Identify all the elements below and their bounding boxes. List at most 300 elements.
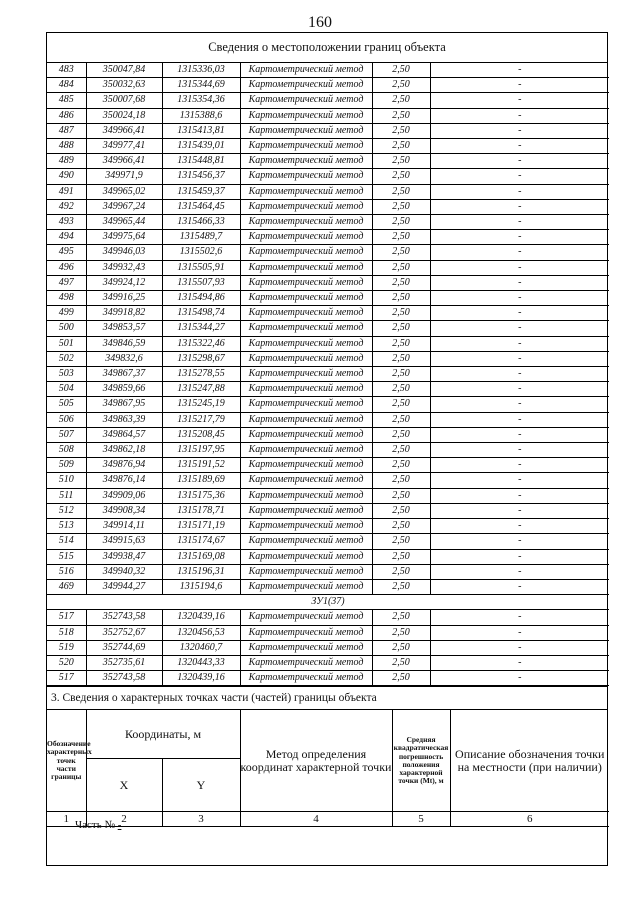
method: Картометрический метод [240, 610, 372, 625]
coord-y: 1315298,67 [162, 351, 240, 366]
description: - [430, 564, 609, 579]
coord-y: 1315278,55 [162, 367, 240, 382]
table-row [47, 503, 609, 518]
description: - [430, 488, 609, 503]
coord-y: 1315322,46 [162, 336, 240, 351]
accuracy: 2,50 [372, 245, 430, 260]
accuracy: 2,50 [372, 154, 430, 169]
table-row [47, 154, 609, 169]
point-id: 489 [47, 154, 86, 169]
coord-y: 1315217,79 [162, 412, 240, 427]
point-id: 511 [47, 488, 86, 503]
description: - [430, 321, 609, 336]
point-id: 488 [47, 139, 86, 154]
table-row [47, 108, 609, 123]
accuracy: 2,50 [372, 579, 430, 594]
table-row [47, 412, 609, 427]
point-id: 504 [47, 382, 86, 397]
accuracy: 2,50 [372, 184, 430, 199]
point-id: 469 [47, 579, 86, 594]
coord-x: 349876,94 [86, 458, 162, 473]
coord-x: 350047,84 [86, 63, 162, 78]
header-accuracy: Средняя квадратическая погрешность положения характерной точки (Mt), м [392, 710, 450, 812]
coord-y: 1315178,71 [162, 503, 240, 518]
table-row [47, 215, 609, 230]
method: Картометрический метод [240, 367, 372, 382]
accuracy: 2,50 [372, 63, 430, 78]
description: - [430, 610, 609, 625]
column-numbers-row [47, 812, 609, 827]
accuracy: 2,50 [372, 427, 430, 442]
table-row [47, 473, 609, 488]
accuracy: 2,50 [372, 640, 430, 655]
description: - [430, 640, 609, 655]
point-id: 520 [47, 655, 86, 670]
method: Картометрический метод [240, 93, 372, 108]
table-row [47, 458, 609, 473]
coord-y: 1315354,36 [162, 93, 240, 108]
coord-y: 1320439,16 [162, 671, 240, 686]
coord-y: 1315507,93 [162, 275, 240, 290]
accuracy: 2,50 [372, 625, 430, 640]
coord-x: 349965,02 [86, 184, 162, 199]
method: Картометрический метод [240, 139, 372, 154]
coord-y: 1315247,88 [162, 382, 240, 397]
header-description: Описание обозначения точки на местности (при наличии) [450, 710, 609, 812]
table-row [47, 291, 609, 306]
table-row [47, 199, 609, 214]
coord-x: 350024,18 [86, 108, 162, 123]
method: Картометрический метод [240, 123, 372, 138]
coord-x: 350007,68 [86, 93, 162, 108]
coord-y: 1315413,81 [162, 123, 240, 138]
accuracy: 2,50 [372, 412, 430, 427]
table-row [47, 519, 609, 534]
method: Картометрический метод [240, 184, 372, 199]
method: Картометрический метод [240, 443, 372, 458]
description: - [430, 443, 609, 458]
accuracy: 2,50 [372, 473, 430, 488]
description: - [430, 215, 609, 230]
coord-x: 349966,41 [86, 123, 162, 138]
accuracy: 2,50 [372, 610, 430, 625]
boundary-sheet [46, 32, 608, 866]
coord-x: 349914,11 [86, 519, 162, 534]
coord-x: 349859,66 [86, 382, 162, 397]
coord-x: 349918,82 [86, 306, 162, 321]
coord-y: 1315245,19 [162, 397, 240, 412]
table-row [47, 534, 609, 549]
coord-y: 1315191,52 [162, 458, 240, 473]
description: - [430, 63, 609, 78]
description: - [430, 230, 609, 245]
accuracy: 2,50 [372, 321, 430, 336]
coord-x: 349971,9 [86, 169, 162, 184]
method: Картометрический метод [240, 488, 372, 503]
description: - [430, 78, 609, 93]
point-id: 483 [47, 63, 86, 78]
coord-y: 1320439,16 [162, 610, 240, 625]
accuracy: 2,50 [372, 534, 430, 549]
coord-y: 1315208,45 [162, 427, 240, 442]
description: - [430, 549, 609, 564]
description: - [430, 275, 609, 290]
coord-x: 349975,64 [86, 230, 162, 245]
table-row [47, 230, 609, 245]
accuracy: 2,50 [372, 291, 430, 306]
coord-x: 352743,58 [86, 671, 162, 686]
coord-x: 349867,37 [86, 367, 162, 382]
description: - [430, 519, 609, 534]
coord-x: 349944,27 [86, 579, 162, 594]
accuracy: 2,50 [372, 78, 430, 93]
method: Картометрический метод [240, 397, 372, 412]
accuracy: 2,50 [372, 367, 430, 382]
coord-x: 349867,95 [86, 397, 162, 412]
page-number: 160 [308, 14, 332, 31]
description: - [430, 260, 609, 275]
coord-x: 349832,6 [86, 351, 162, 366]
point-id: 495 [47, 245, 86, 260]
point-id: 492 [47, 199, 86, 214]
method: Картометрический метод [240, 63, 372, 78]
accuracy: 2,50 [372, 382, 430, 397]
table-row [47, 260, 609, 275]
description: - [430, 184, 609, 199]
coord-x: 349915,63 [86, 534, 162, 549]
point-id: 498 [47, 291, 86, 306]
coord-x: 349966,41 [86, 154, 162, 169]
coord-x: 349916,25 [86, 291, 162, 306]
col-number: 2 [86, 812, 162, 827]
table-row [47, 169, 609, 184]
table-row [47, 93, 609, 108]
points-table [47, 63, 609, 686]
accuracy: 2,50 [372, 139, 430, 154]
point-id: 516 [47, 564, 86, 579]
point-id: 493 [47, 215, 86, 230]
point-id: 507 [47, 427, 86, 442]
coord-x: 349908,34 [86, 503, 162, 518]
description: - [430, 123, 609, 138]
table-row [47, 397, 609, 412]
col-number: 6 [450, 812, 609, 827]
coord-x: 349862,18 [86, 443, 162, 458]
accuracy: 2,50 [372, 458, 430, 473]
table-row [47, 367, 609, 382]
method: Картометрический метод [240, 306, 372, 321]
description: - [430, 503, 609, 518]
accuracy: 2,50 [372, 93, 430, 108]
accuracy: 2,50 [372, 275, 430, 290]
method: Картометрический метод [240, 154, 372, 169]
coord-x: 349940,32 [86, 564, 162, 579]
description: - [430, 108, 609, 123]
coord-y: 1315388,6 [162, 108, 240, 123]
coord-x: 349977,41 [86, 139, 162, 154]
method: Картометрический метод [240, 564, 372, 579]
description: - [430, 351, 609, 366]
method: Картометрический метод [240, 655, 372, 670]
description: - [430, 306, 609, 321]
table-row [47, 625, 609, 640]
method: Картометрический метод [240, 275, 372, 290]
point-id: 508 [47, 443, 86, 458]
point-id: 517 [47, 671, 86, 686]
description: - [430, 655, 609, 670]
point-id: 500 [47, 321, 86, 336]
description: - [430, 625, 609, 640]
description: - [430, 336, 609, 351]
point-id: 497 [47, 275, 86, 290]
description: - [430, 154, 609, 169]
table-row [47, 321, 609, 336]
table-row [47, 245, 609, 260]
point-id: 486 [47, 108, 86, 123]
coord-y: 1315196,31 [162, 564, 240, 579]
method: Картометрический метод [240, 260, 372, 275]
table-row [47, 78, 609, 93]
method: Картометрический метод [240, 336, 372, 351]
method: Картометрический метод [240, 215, 372, 230]
coord-x: 349967,24 [86, 199, 162, 214]
coord-x: 352743,58 [86, 610, 162, 625]
description: - [430, 671, 609, 686]
point-id: 505 [47, 397, 86, 412]
section3-title: 3. Сведения о характерных точках части (частей) границы объекта [47, 686, 607, 710]
coord-y: 1315456,37 [162, 169, 240, 184]
section3-header-table [47, 710, 609, 827]
description: - [430, 534, 609, 549]
table-row [47, 564, 609, 579]
coord-x: 349863,39 [86, 412, 162, 427]
accuracy: 2,50 [372, 123, 430, 138]
table-row [47, 351, 609, 366]
point-id: 509 [47, 458, 86, 473]
coord-y: 1315502,6 [162, 245, 240, 260]
description: - [430, 367, 609, 382]
method: Картометрический метод [240, 534, 372, 549]
table-row [47, 123, 609, 138]
accuracy: 2,50 [372, 108, 430, 123]
point-id: 501 [47, 336, 86, 351]
accuracy: 2,50 [372, 549, 430, 564]
description: - [430, 245, 609, 260]
accuracy: 2,50 [372, 503, 430, 518]
coord-y: 1315189,69 [162, 473, 240, 488]
method: Картометрический метод [240, 78, 372, 93]
method: Картометрический метод [240, 382, 372, 397]
table-row [47, 184, 609, 199]
method: Картометрический метод [240, 671, 372, 686]
method: Картометрический метод [240, 579, 372, 594]
coord-y: 1315464,45 [162, 199, 240, 214]
coord-x: 352744,69 [86, 640, 162, 655]
coord-y: 1315505,91 [162, 260, 240, 275]
table-row [47, 306, 609, 321]
accuracy: 2,50 [372, 215, 430, 230]
header-coordinates: Координаты, м [86, 710, 240, 759]
col-number: 3 [162, 812, 240, 827]
coord-x: 349965,44 [86, 215, 162, 230]
coord-y: 1320456,53 [162, 625, 240, 640]
method: Картометрический метод [240, 412, 372, 427]
coord-x: 349932,43 [86, 260, 162, 275]
point-id: 499 [47, 306, 86, 321]
accuracy: 2,50 [372, 564, 430, 579]
method: Картометрический метод [240, 199, 372, 214]
table-row [47, 671, 609, 686]
coord-x: 352752,67 [86, 625, 162, 640]
accuracy: 2,50 [372, 260, 430, 275]
accuracy: 2,50 [372, 169, 430, 184]
table-row [47, 443, 609, 458]
method: Картометрический метод [240, 640, 372, 655]
accuracy: 2,50 [372, 397, 430, 412]
method: Картометрический метод [240, 519, 372, 534]
description: - [430, 199, 609, 214]
description: - [430, 458, 609, 473]
point-id: 518 [47, 625, 86, 640]
point-id: 510 [47, 473, 86, 488]
method: Картометрический метод [240, 291, 372, 306]
table-row [47, 63, 609, 78]
coord-x: 349864,57 [86, 427, 162, 442]
coord-x: 349909,06 [86, 488, 162, 503]
description: - [430, 93, 609, 108]
coord-y: 1315459,37 [162, 184, 240, 199]
accuracy: 2,50 [372, 351, 430, 366]
description: - [430, 169, 609, 184]
description: - [430, 382, 609, 397]
description: - [430, 579, 609, 594]
description: - [430, 412, 609, 427]
method: Картометрический метод [240, 245, 372, 260]
table-row [47, 488, 609, 503]
accuracy: 2,50 [372, 336, 430, 351]
accuracy: 2,50 [372, 230, 430, 245]
method: Картометрический метод [240, 108, 372, 123]
table-row [47, 640, 609, 655]
description: - [430, 139, 609, 154]
point-id: 512 [47, 503, 86, 518]
point-id: 515 [47, 549, 86, 564]
point-id: 484 [47, 78, 86, 93]
coord-y: 1315169,08 [162, 549, 240, 564]
accuracy: 2,50 [372, 306, 430, 321]
coord-y: 1315489,7 [162, 230, 240, 245]
accuracy: 2,50 [372, 519, 430, 534]
table-row [47, 549, 609, 564]
header-x: X [86, 759, 162, 812]
accuracy: 2,50 [372, 671, 430, 686]
part-label: Часть № [75, 819, 115, 831]
point-id: 496 [47, 260, 86, 275]
accuracy: 2,50 [372, 488, 430, 503]
coord-x: 349946,03 [86, 245, 162, 260]
method: Картометрический метод [240, 169, 372, 184]
coord-y: 1315194,6 [162, 579, 240, 594]
accuracy: 2,50 [372, 199, 430, 214]
coord-y: 1315171,19 [162, 519, 240, 534]
subheading-row [47, 595, 609, 610]
accuracy: 2,50 [372, 443, 430, 458]
coord-x: 349853,57 [86, 321, 162, 336]
coord-x: 350032,63 [86, 78, 162, 93]
point-id: 517 [47, 610, 86, 625]
header-point-designation: Обозначение характерных точек части границы [47, 710, 86, 812]
coord-y: 1315344,27 [162, 321, 240, 336]
method: Картометрический метод [240, 625, 372, 640]
point-id: 487 [47, 123, 86, 138]
col-number: 1 [47, 812, 86, 827]
point-id: 494 [47, 230, 86, 245]
coord-y: 1320460,7 [162, 640, 240, 655]
coord-y: 1315466,33 [162, 215, 240, 230]
method: Картометрический метод [240, 473, 372, 488]
description: - [430, 397, 609, 412]
description: - [430, 427, 609, 442]
method: Картометрический метод [240, 549, 372, 564]
description: - [430, 473, 609, 488]
point-id: 513 [47, 519, 86, 534]
coord-x: 349938,47 [86, 549, 162, 564]
method: Картометрический метод [240, 230, 372, 245]
table-row [47, 382, 609, 397]
table-row [47, 610, 609, 625]
method: Картометрический метод [240, 458, 372, 473]
coord-y: 1315498,74 [162, 306, 240, 321]
point-id: 485 [47, 93, 86, 108]
point-id: 490 [47, 169, 86, 184]
part-number [75, 819, 121, 831]
part-value: - [117, 819, 122, 831]
coord-y: 1315439,01 [162, 139, 240, 154]
header-method: Метод определения координат характерной точки [240, 710, 392, 812]
table-row [47, 655, 609, 670]
method: Картометрический метод [240, 351, 372, 366]
table-row [47, 139, 609, 154]
coord-y: 1315494,86 [162, 291, 240, 306]
description: - [430, 291, 609, 306]
subheading: ЗУ1(37) [47, 595, 609, 610]
coord-x: 349924,12 [86, 275, 162, 290]
col-number: 4 [240, 812, 392, 827]
method: Картометрический метод [240, 427, 372, 442]
coord-y: 1315197,95 [162, 443, 240, 458]
section-title: Сведения о местоположении границ объекта [47, 33, 607, 63]
table-row [47, 579, 609, 594]
table-row [47, 275, 609, 290]
point-id: 491 [47, 184, 86, 199]
point-id: 503 [47, 367, 86, 382]
coord-y: 1315175,36 [162, 488, 240, 503]
coord-x: 349846,59 [86, 336, 162, 351]
point-id: 502 [47, 351, 86, 366]
coord-y: 1315448,81 [162, 154, 240, 169]
method: Картометрический метод [240, 321, 372, 336]
table-row [47, 336, 609, 351]
method: Картометрический метод [240, 503, 372, 518]
col-number: 5 [392, 812, 450, 827]
coord-x: 352735,61 [86, 655, 162, 670]
point-id: 514 [47, 534, 86, 549]
point-id: 506 [47, 412, 86, 427]
coord-y: 1315344,69 [162, 78, 240, 93]
accuracy: 2,50 [372, 655, 430, 670]
coord-y: 1315336,03 [162, 63, 240, 78]
coord-x: 349876,14 [86, 473, 162, 488]
